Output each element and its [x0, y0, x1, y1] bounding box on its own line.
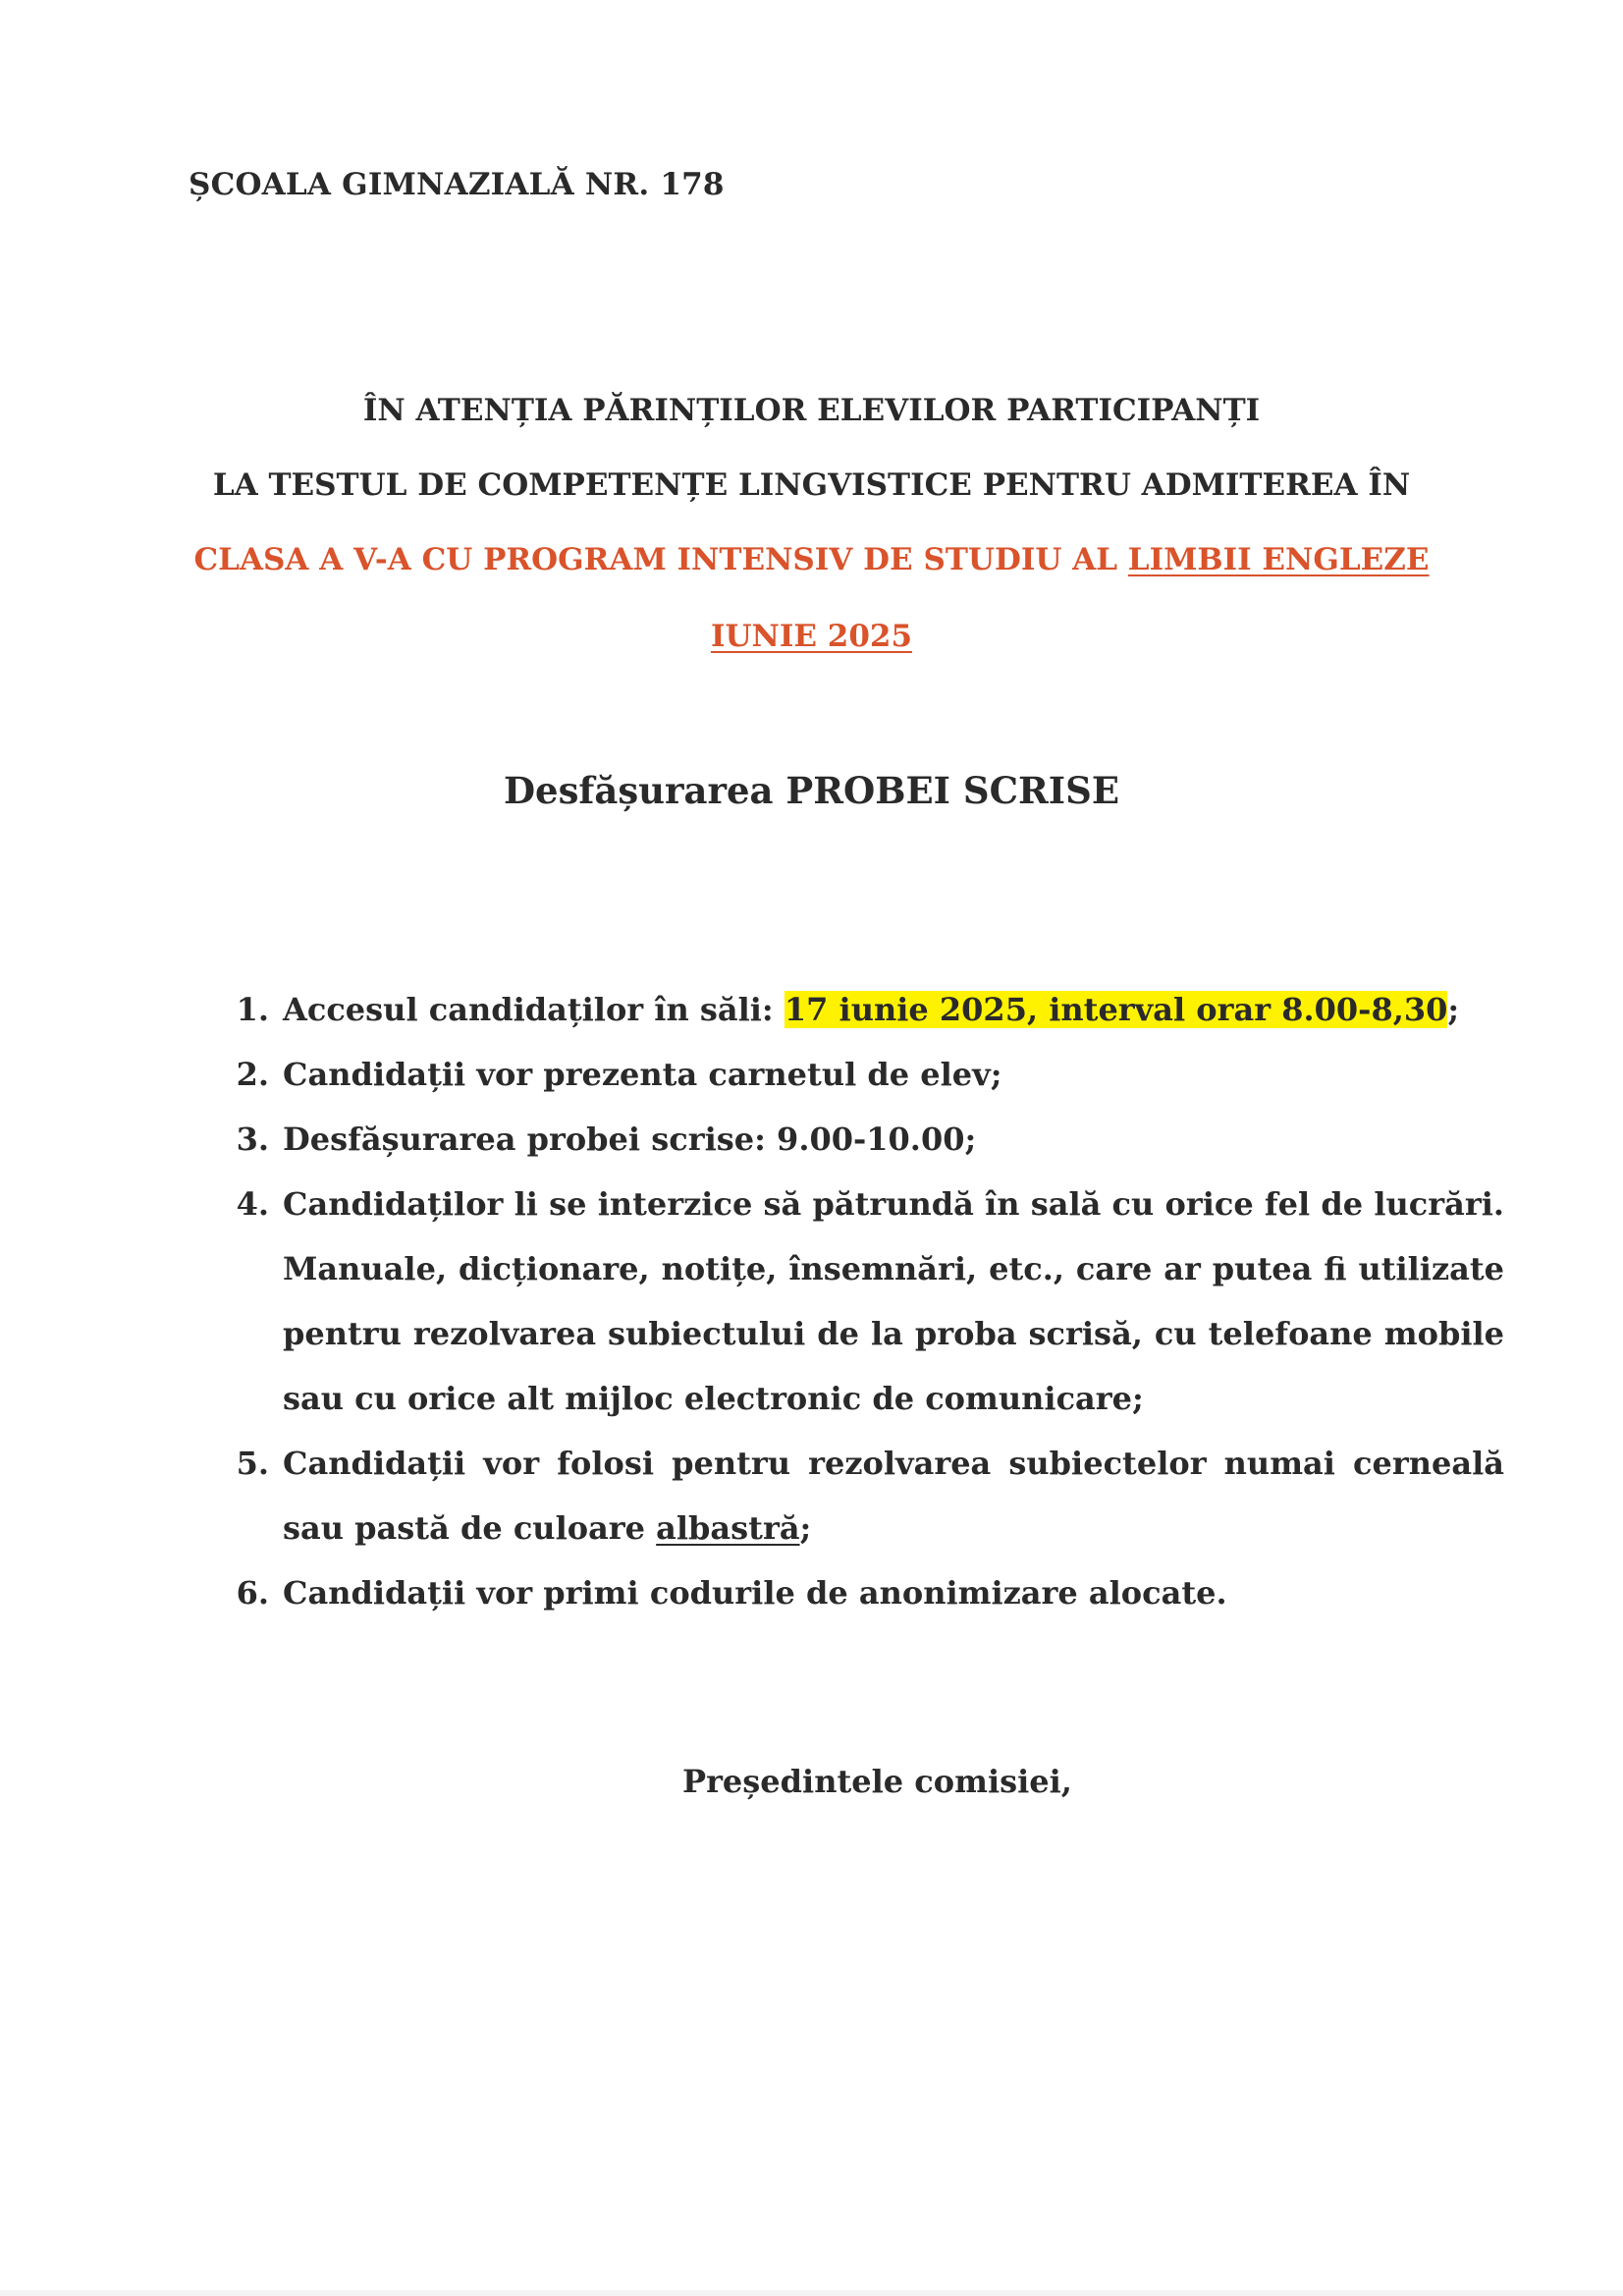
list-item	[228, 1042, 1504, 1107]
title-line-3-underlined: LIMBII ENGLEZE	[1127, 542, 1430, 577]
signature-label: Președintele comisiei,	[682, 1763, 1072, 1800]
title-date: IUNIE 2025	[710, 619, 913, 654]
underlined-color: albastră	[656, 1509, 800, 1547]
highlighted-date: 17 iunie 2025, interval orar 8.00-8,30	[784, 991, 1448, 1028]
section-subtitle: Desfășurarea PROBEI SCRISE	[503, 769, 1120, 812]
list-item-text: Candidații vor primi codurile de anonimizare alocate.	[283, 1574, 1227, 1612]
list-item-number: 6.	[236, 1574, 269, 1612]
title-line-4	[0, 619, 1623, 654]
list-item-number: 1.	[236, 991, 269, 1028]
list-item	[228, 1560, 1504, 1625]
title-line-3-prefix: CLASA A V-A CU PROGRAM INTENSIV DE STUDIU AL	[193, 542, 1128, 577]
list-item-text: Candidații vor prezenta carnetul de elev;	[283, 1056, 1002, 1093]
list-item-number: 4.	[236, 1185, 269, 1223]
title-line-2: LA TESTUL DE COMPETENȚE LINGVISTICE PENTRU ADMITEREA ÎN	[212, 467, 1411, 503]
list-item-number: 2.	[236, 1056, 269, 1093]
title-line-3	[0, 542, 1623, 577]
list-item-text: Desfășurarea probei scrise: 9.00-10.00;	[283, 1121, 977, 1158]
list-item	[228, 1172, 1504, 1431]
item-5-suffix: ;	[799, 1509, 812, 1547]
list-item-text: Candidaților li se interzice să pătrundă în sală cu orice fel de lucrări. Manuale, dicționare, notițe, însemnări, etc., care ar putea fi utilizate pentru rezolvarea subiectului de la proba scrisă, cu telefoane mobile sau cu orice alt mijloc electronic de comunicare;	[283, 1185, 1504, 1417]
instructions-list	[228, 977, 1504, 1625]
school-name: ȘCOALA GIMNAZIALĂ NR. 178	[189, 167, 725, 202]
list-item-text	[283, 977, 1504, 1042]
title-line-1: ÎN ATENȚIA PĂRINȚILOR ELEVILOR PARTICIPANȚI	[362, 393, 1261, 428]
list-item	[228, 977, 1504, 1042]
item-5-text: Candidații vor folosi pentru rezolvarea subiectelor numai cerneală sau pastă de culoare	[283, 1445, 1504, 1547]
list-item-number: 5.	[236, 1445, 269, 1482]
list-item-text	[283, 1431, 1504, 1560]
item-1-text: Accesul candidaților în săli:	[283, 991, 784, 1028]
list-item-number: 3.	[236, 1121, 269, 1158]
item-1-suffix: ;	[1447, 991, 1460, 1028]
list-item	[228, 1107, 1504, 1172]
scan-edge	[0, 2290, 1623, 2296]
list-item	[228, 1431, 1504, 1560]
